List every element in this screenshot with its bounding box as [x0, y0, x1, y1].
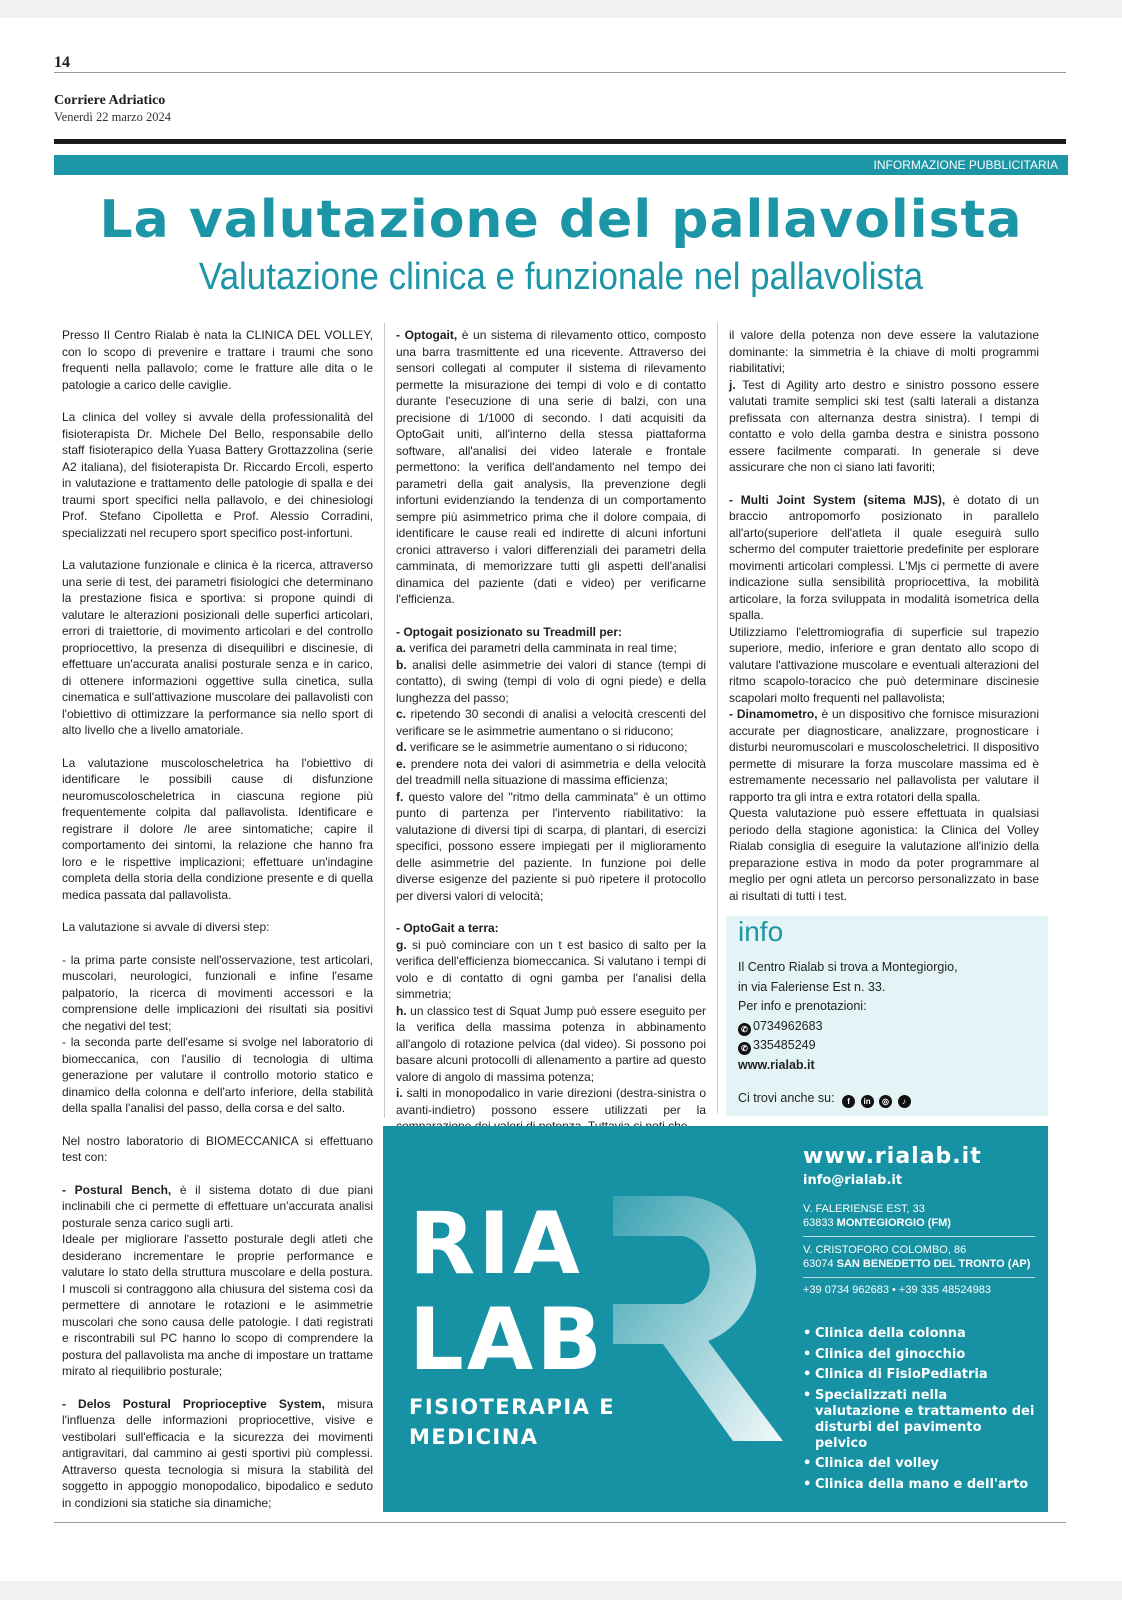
list-letter: f. [396, 789, 404, 804]
section-heading: - Optogait posizionato su Treadmill per: [396, 624, 623, 639]
list-letter: j. [729, 377, 736, 392]
city: MONTEGIORGIO (FM) [836, 1217, 951, 1229]
paragraph: Ideale per migliorare l'assetto posturale degli atleti che desiderano incrementare le proprie performance e valutare lo stato della struttura muscolare e della postura. I muscoli si contraggono alla chiusura del sistema così da permettere di annotare le rotazioni e le asimmetrie muscolari che sono causa delle patologie. I dati registrati e riscontrabili sul PC hanno lo scopo di comprendere la postura del pallavolista ma anche di impostare un trattame mirato al riequilibrio posturale; [62, 1232, 373, 1378]
list-item: i. salti in monopodalico in varie direzioni (destra-sinistra o avanti-indietro) possono essere utilizzati per la [396, 1086, 706, 1117]
term-lead: - Optogait, [396, 328, 458, 342]
info-line: Per info e prenotazioni: [738, 999, 867, 1013]
column-divider-2 [717, 323, 718, 1113]
list-item: j. Test di Agility arto destro e sinistro possono essere valutati tramite semplici ski test (salti laterali a distanza prefissata con alternanza destra sinistra). I tempi di contatto e volo della gamba destra e sinistra possono essere facilmente comparati. In generale si deve assicurare che non ci siano lati favoriti; [729, 377, 1039, 474]
info-line: Il Centro Rialab si trova a Montegiorgio, [738, 960, 958, 974]
website-link[interactable]: www.rialab.it [738, 1057, 815, 1072]
facebook-icon[interactable]: f [842, 1095, 855, 1108]
ad-email[interactable]: info@rialab.it [803, 1173, 903, 1188]
list-letter: e. [396, 756, 407, 771]
address-2 [803, 1243, 1035, 1271]
cap: 63074 [803, 1258, 834, 1270]
list-letter: d. [396, 740, 407, 754]
service-item: • Clinica della colonna [803, 1326, 1035, 1342]
article-column-3 [729, 327, 1039, 904]
list-letter: c. [396, 707, 407, 721]
list-item: e. prendere nota dei valori di asimmetria e della velocità del treadmill nella situazione di massima efficienza; [396, 756, 706, 787]
list-item: g. si può cominciare con un t est basico di salto per la verifica dell'efficienza biomeccanica. Si valutano i tempi di volo e di contatto di ogni gamba per l'analisi della simmetria; [396, 937, 706, 1001]
paragraph: - Dinamometro, è un dispositivo che fornisce misurazioni accurate per diagnosticare, analizzare, prognosticare i disturbi neuromuscolari e muscoloscheletrici. Il dispositivo permette di misurare la forza muscolare massima ed è estremamente necessario nel pallavolista per valutare il rapporto tra gli intra e extra rotatori della spalla. [729, 707, 1039, 804]
bottom-divider [54, 1522, 1066, 1523]
list-letter: g. [396, 937, 407, 952]
issue-date: Venerdì 22 marzo 2024 [54, 110, 171, 124]
tiktok-icon[interactable]: ♪ [898, 1095, 911, 1108]
instagram-icon[interactable]: ◎ [879, 1095, 892, 1108]
list-item: c. ripetendo 30 secondi di analisi a velocità crescenti del verificare se le asimmetrie aumentano o si riducono; [396, 707, 706, 738]
ad-contacts [803, 1144, 1035, 1497]
paragraph: - Optogait, è un sistema di rilevamento ottico, composto una barra trasmittente ed una ricevente. Attraverso dei sensori collegati al computer il sistema di rilevamento permette la misurazione dei tempi di volo e di contatto durante l'esecuzione di una serie di balzi, con una precisione di 1/1000 di secondo. I dati acquisiti da OptoGait uniti, all'interno della stessa piattaforma software, all'analisi dei video laterale e frontale permettono: la verifica dell'andamento nel tempo dei parametri della gait analysis, lla prevenzione degli infortuni evidenziando la tendenza di un comportamento sempre più asimmetrico prima che il dolore compaia, di identificare le cause reali ed indirette di alcuni infortuni cronici attraverso i valori differenziali dei parametri della camminata, di memorizzare tutti gli aspetti dell'analisi dinamica del paziente (dati e video) per verificarne l'efficienza. [396, 328, 706, 606]
column-divider-1 [384, 323, 385, 1118]
logo-text: LAB [409, 1290, 605, 1390]
street: V. FALERIENSE EST, 33 [803, 1203, 925, 1215]
article-title: La valutazione del pallavolista [99, 190, 1023, 250]
paragraph: il valore della potenza non deve essere la valutazione dominante: la simmetria è la chiave di molti programmi riabilitativi; [729, 328, 1039, 375]
article-column-2 [396, 327, 706, 1135]
phone-row [738, 1017, 958, 1037]
list-letter: h. [396, 1003, 407, 1018]
paragraph: - Multi Joint System (sitema MJS), è dotato di un braccio antropomorfo posizionato in parallelo all'arto(superiore dell'atleta il quale eseguirà sullo schermo del computer traiettorie predefinite per esplorare movimenti articolari complessi. L'Mjs ci permette di avere indicazione sulla sensibilità propriocettiva, la mobilità articolare, la forza sviluppata in modalità isometrica della spalla. [729, 492, 1039, 622]
phone-icon: ✆ [738, 1042, 751, 1055]
list-item: b. analisi delle asimmetrie dei valori di stance (tempi di contatto), di swing (tempi di volo di ogni piede) e della lunghezza del passo; [396, 657, 706, 705]
term-lead: - Postural Bench, [62, 1182, 172, 1197]
paragraph: La valutazione muscoloscheletrica ha l'obiettivo di identificare le possibili cause di disfunzione neuromuscoloscheletrica in ciascuna regione più frequentemente colpita dal pallavolista. Identificare e registrare il dolore /le aree sintomatiche; capire il comportamento dei sintomi, la relazione che hanno fra loro e le rispettive implicazioni; effettuare un'indagine completa della storia della condizione presente e di quella medica passata dal pallavolista. [62, 755, 373, 902]
paragraph: Nel nostro laboratorio di BIOMECCANICA si effettuano test con: [62, 1133, 373, 1164]
r-logo-mark [613, 1196, 793, 1446]
paragraph: La valutazione funzionale e clinica è la ricerca, attraverso una serie di test, dei parametri fisiologici che determinano la prestazione fisica e sportiva: si propone quindi di valutare le alterazioni posizionali delle superfici articolari, errori di traiettorie, di movimento articolari e del controllo propriocettivo, la presenza di disequilibri e discinesie, di effettuare un'accurata analisi posturale senza e in carico, di ottenere informazioni oggettive sulla cinetica, sulla cinematica e sull'attivazione muscolare dei pallavolisti con l'obiettivo di ottimizzare la performance sia nello sport di alto livello che a livello amatoriale. [62, 558, 373, 737]
paragraph: - Delos Postural Proprioceptive System, misura l'influenza delle informazioni propriocettive, visive e vestibolari sull'efficacia e la sicurezza dei movimenti antigravitari, dal cammino ai gesti sportivi più complessi. Attraverso questa tecnologia si misura la stabilità del soggetto in appoggio monopodalico, bipodalico e seduto in condizioni sia statiche sia dinamiche; [62, 1396, 373, 1510]
divider [803, 1277, 1035, 1278]
term-lead: - Multi Joint System (sitema MJS), [729, 492, 946, 507]
phone-row [738, 1036, 958, 1056]
info-body [738, 958, 958, 1109]
list-letter: i. [396, 1086, 403, 1100]
paragraph: - la seconda parte dell'esame si svolge nel laboratorio di biomeccanica, con l'ausilio di tecnologia di ultima generazione per valutare il controllo motorio statico e dinamico della colonna e dell'arto inferiore, della stabilità della spalla l'analisi del passo, della corsa e del salto. [62, 1035, 373, 1115]
paragraph: La clinica del volley si avvale della professionalità del fisioterapista Dr. Michele Del Bello, responsabile dello staff fisioterapico della Yuasa Battery Grottazzolina (serie A2 italiana), del fisioterapista Dr. Riccardo Ercoli, esperto in valutazione e trattamento delle patologie di spalla e dei traumi sport specifici nella pallavolo, e dei chinesiologi Prof. Stefano Cipolletta e Prof. Alessio Corradini, specializzati nel recupero sport specifico post-infortuni. [62, 410, 373, 540]
phone-number[interactable]: 0734962683 [753, 1018, 823, 1033]
city: SAN BENEDETTO DEL TRONTO (AP) [836, 1258, 1031, 1270]
list-item: a. verifica dei parametri della camminata in real time; [396, 641, 677, 655]
list-item: d. verificare se le asimmetrie aumentano o si riducono; [396, 740, 688, 754]
paragraph: Utilizziamo l'elettromiografia di superficie sul trapezio superiore, medio, inferiore e gran dentato allo scopo di valutare l'attivazione muscolare e eventuali alterazioni del ritmo scapolo-toracico che può determinare discinesie scapolari molto frequenti nel pallavolista; [729, 624, 1039, 705]
tagline-text: FISIOTERAPIA E [409, 1395, 616, 1419]
info-box [726, 916, 1048, 1116]
rialab-advertisement [383, 1126, 1048, 1512]
advertising-banner: INFORMAZIONE PUBBLICITARIA [54, 155, 1068, 175]
service-item: • Clinica di FisioPediatria [803, 1367, 1035, 1383]
services-list [803, 1326, 1035, 1493]
service-item: • Clinica della mano e dell'arto [803, 1477, 1035, 1493]
rialab-logo [409, 1196, 605, 1388]
phone-number[interactable]: 335485249 [753, 1038, 816, 1052]
newspaper-page [0, 18, 1122, 1581]
street: V. CRISTOFORO COLOMBO, 86 [803, 1244, 967, 1256]
info-heading: info [738, 916, 784, 947]
article-subtitle: Valutazione clinica e funzionale nel pallavolista [198, 256, 924, 298]
logo-text: RIA [409, 1194, 583, 1294]
paragraph: Questa valutazione può essere effettuata in qualsiasi periodo della stagione agonistica: la Clinica del Volley Rialab consiglia di eseguire la valutazione all'inizio della preparazione estiva in modo da poter programmare al meglio per ogni atleta un percorso personalizzato in base ai risultati di tutti i test. [729, 806, 1039, 903]
page-number: 14 [54, 54, 70, 71]
newspaper-name: Corriere Adriatico [54, 93, 166, 108]
list-item: f. questo valore del "ritmo della camminata" è un ottimo punto di partenza per l'intervento riabilitativo: la valutazione di diversi tipi di scarpa, di plantari, di esercizi specifici, possono essere impiegati per il miglioramento delle asimmetrie del paziente. In funzione poi delle diverse esigenze del paziente si può ripetere il protocollo per diversi valori di velocità; [396, 789, 706, 903]
social-label: Ci trovi anche su: [738, 1091, 835, 1105]
term-lead: - Dinamometro, [729, 707, 818, 721]
term-lead: - Delos Postural Proprioceptive System, [62, 1396, 325, 1411]
cap: 63833 [803, 1217, 834, 1229]
ad-phones: +39 0734 962683 • +39 335 48524983 [803, 1284, 991, 1296]
paragraph: - la prima parte consiste nell'osservazione, test articolari, muscolari, neurologici, funzionali e infine l'esame palpatorio, la ricerca di movimenti accessori e la comprensione delle implicazioni dei risultati sia positivi che negativi del test; [62, 952, 373, 1033]
ad-website[interactable]: www.rialab.it [803, 1144, 982, 1169]
list-letter: a. [396, 641, 407, 655]
article-column-1 [62, 327, 373, 1527]
service-item: • Specializzati nella valutazione e trattamento dei disturbi del pavimento pelvico [803, 1388, 1035, 1452]
list-letter: b. [396, 657, 407, 672]
list-item: h. un classico test di Squat Jump può essere eseguito per la verifica della massima potenza in abbinamento all'angolo di rotazione pelvica (dal video). Si possono poi basare alcuni protocolli di allenamento a partire ad questo valore di angolo di massima potenza; [396, 1003, 706, 1084]
ad-tagline [409, 1392, 615, 1452]
top-divider [54, 72, 1066, 73]
tagline-text: MEDICINA [409, 1425, 539, 1449]
header-rule [54, 139, 1066, 144]
paragraph: - Postural Bench, è il sistema dotato di due piani inclinabili che ci permette di effettuare un'accurata analisi posturale senza carico sugli arti. [62, 1182, 373, 1230]
linkedin-icon[interactable]: in [861, 1095, 874, 1108]
address-1 [803, 1202, 1035, 1230]
paragraph: La valutazione si avvale di diversi step: [62, 920, 270, 934]
info-line: in via Faleriense Est n. 33. [738, 979, 886, 994]
section-heading: - OptoGait a terra: [396, 921, 499, 935]
social-row [738, 1089, 958, 1109]
paragraph: Presso Il Centro Rialab è nata la CLINICA DEL VOLLEY, con lo scopo di prevenire e trattare i traumi che sono frequenti nella pallavolo; come le fratture alle dita o le patologie a carico delle caviglie. [62, 328, 373, 392]
service-item: • Clinica del ginocchio [803, 1347, 1035, 1363]
phone-icon: ✆ [738, 1023, 751, 1036]
divider [803, 1236, 1035, 1237]
service-item: • Clinica del volley [803, 1456, 1035, 1472]
